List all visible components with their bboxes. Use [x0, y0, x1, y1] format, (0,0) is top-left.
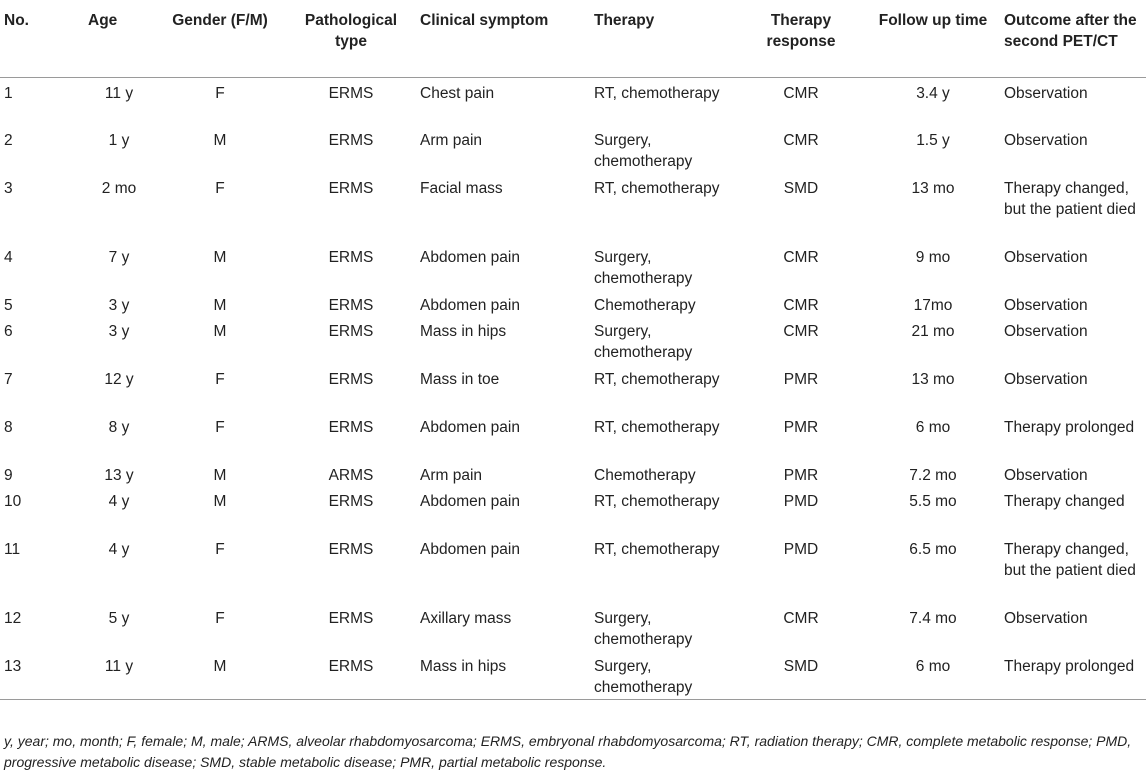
cell-therapy: Surgery, chemotherapy — [594, 132, 693, 170]
cell-outcome: Observation — [1004, 371, 1088, 388]
table-row — [0, 242, 1146, 290]
cell-age: 11 y — [104, 84, 134, 102]
cell-follow-up-time: 6 mo — [866, 651, 1000, 699]
cell-no: 5 — [4, 297, 13, 314]
table-row — [0, 486, 1146, 534]
cell-clinical-symptom: Abdomen pain — [420, 297, 520, 314]
cell-therapy: RT, chemotherapy — [594, 371, 720, 388]
cell-therapy-response: PMR — [783, 371, 819, 388]
header-therapy-response: Therapy response — [736, 0, 866, 77]
cell-pathological-type: ERMS — [328, 610, 374, 627]
table-row — [0, 651, 1146, 699]
cell-gender: M — [213, 297, 227, 314]
table-row — [0, 290, 1146, 316]
cell-age: 11 y — [84, 651, 154, 699]
table-footnote: y, year; mo, month; F, female; M, male; ARMS, alveolar rhabdomyosarcoma; ERMS, embryonal rhabdomyosarcoma; RT, radiation therapy; CMR, complete metabolic response; PMD, progressive metabolic disease; SMD, stable metabolic disease; PMR, partial metabolic response. — [4, 733, 1132, 770]
cell-age: 5 y — [108, 610, 130, 627]
header-gender: Gender (F/M) — [154, 0, 286, 77]
cell-clinical-symptom: Mass in hips — [420, 323, 507, 340]
cell-follow-up-time: 13 mo — [911, 180, 955, 197]
cell-age: 4 y — [108, 493, 130, 510]
cell-outcome: Therapy prolonged — [1004, 419, 1135, 436]
table-row — [0, 364, 1146, 412]
cell-outcome: Therapy changed, but the patient died — [1004, 541, 1136, 579]
cell-therapy: Surgery, chemotherapy — [594, 323, 693, 361]
cell-outcome: Observation — [1004, 84, 1088, 102]
cell-outcome: Therapy changed, but the patient died — [1004, 180, 1136, 218]
cell-clinical-symptom: Mass in toe — [420, 371, 500, 388]
cell-follow-up-time: 3.4 y — [916, 84, 950, 102]
cell-outcome: Observation — [1004, 132, 1088, 149]
cell-clinical-symptom: Mass in hips — [416, 651, 590, 699]
cell-therapy-response: CMR — [783, 610, 819, 627]
cell-follow-up-time: 9 mo — [915, 249, 951, 266]
cell-therapy: RT, chemotherapy — [594, 84, 720, 102]
cell-age: 12 y — [104, 371, 134, 388]
cell-no: 2 — [4, 132, 13, 149]
cell-therapy-response: PMR — [783, 419, 819, 436]
cell-no: 13 — [0, 651, 84, 699]
cell-clinical-symptom: Facial mass — [420, 180, 503, 197]
table-body — [0, 77, 1146, 699]
cell-gender: M — [213, 467, 227, 484]
cell-clinical-symptom: Chest pain — [420, 84, 495, 102]
cell-no: 12 — [4, 610, 22, 627]
cell-clinical-symptom: Abdomen pain — [420, 541, 520, 558]
cell-gender: F — [215, 541, 225, 558]
cell-gender: M — [213, 493, 227, 510]
cell-age: 8 y — [108, 419, 130, 436]
cell-therapy: Surgery, chemotherapy — [594, 610, 693, 648]
cell-gender: F — [215, 610, 225, 627]
cell-therapy: RT, chemotherapy — [594, 541, 720, 558]
cell-gender: F — [215, 371, 225, 388]
cell-pathological-type: ERMS — [328, 419, 374, 436]
cell-no: 7 — [4, 371, 13, 388]
header-clinical-symptom: Clinical symptom — [416, 0, 590, 77]
cell-therapy: RT, chemotherapy — [594, 419, 720, 436]
cell-therapy-response: CMR — [783, 297, 819, 314]
cell-therapy-response: SMD — [736, 651, 866, 699]
cell-follow-up-time: 5.5 mo — [909, 493, 957, 510]
header-pathological-type: Pathological type — [286, 0, 416, 77]
cell-follow-up-time: 7.2 mo — [909, 467, 957, 484]
cell-follow-up-time: 6.5 mo — [909, 541, 957, 558]
cell-gender: M — [213, 132, 227, 149]
cell-outcome: Observation — [1004, 467, 1088, 484]
cell-follow-up-time: 1.5 y — [916, 132, 950, 149]
cell-age: 1 y — [108, 132, 130, 149]
cell-gender: F — [215, 180, 225, 197]
cell-therapy-response: CMR — [783, 249, 819, 266]
cell-no: 3 — [4, 180, 13, 197]
cell-gender: M — [213, 249, 227, 266]
cell-follow-up-time: 6 mo — [915, 419, 951, 436]
header-therapy: Therapy — [590, 0, 736, 77]
cell-therapy: Chemotherapy — [594, 467, 696, 484]
cell-pathological-type: ERMS — [328, 493, 374, 510]
cell-pathological-type: ERMS — [328, 132, 374, 149]
table-row — [0, 125, 1146, 173]
cell-therapy: Chemotherapy — [594, 297, 696, 314]
cell-therapy-response: PMR — [783, 467, 819, 484]
cell-no: 11 — [4, 541, 21, 558]
table-row — [0, 534, 1146, 603]
header-no: No. — [0, 0, 84, 77]
header-row — [0, 0, 1146, 77]
cell-outcome: Observation — [1004, 610, 1088, 627]
cell-therapy-response: PMD — [783, 541, 819, 558]
cell-therapy: Surgery, chemotherapy — [590, 651, 736, 699]
cell-clinical-symptom: Abdomen pain — [420, 249, 520, 266]
cell-outcome: Observation — [1004, 297, 1088, 314]
cell-age: 13 y — [104, 467, 134, 484]
cell-therapy: RT, chemotherapy — [594, 493, 720, 510]
cell-therapy-response: PMD — [783, 493, 819, 510]
cell-pathological-type: ERMS — [328, 249, 374, 266]
cell-therapy: Surgery, chemotherapy — [594, 249, 693, 287]
table-row — [0, 316, 1146, 364]
cell-therapy: RT, chemotherapy — [594, 180, 720, 197]
cell-pathological-type: ERMS — [328, 323, 374, 340]
table-row — [0, 412, 1146, 460]
table-row — [0, 77, 1146, 125]
cell-pathological-type: ERMS — [328, 84, 374, 102]
cell-gender: F — [215, 84, 225, 102]
cell-pathological-type: ERMS — [328, 297, 374, 314]
cell-therapy-response: SMD — [783, 180, 819, 197]
cell-no: 9 — [4, 467, 13, 484]
cell-therapy-response: CMR — [783, 132, 819, 149]
cell-follow-up-time: 21 mo — [911, 323, 955, 340]
cell-age: 2 mo — [101, 180, 137, 197]
cell-follow-up-time: 17mo — [913, 297, 953, 314]
cell-clinical-symptom: Arm pain — [420, 467, 483, 484]
table-row — [0, 173, 1146, 242]
cell-follow-up-time: 7.4 mo — [909, 610, 957, 627]
cell-follow-up-time: 13 mo — [911, 371, 955, 388]
cell-clinical-symptom: Arm pain — [420, 132, 483, 149]
cell-therapy-response: CMR — [783, 323, 819, 340]
cell-outcome: Observation — [1004, 249, 1088, 266]
cell-outcome: Therapy changed — [1004, 493, 1125, 510]
cell-gender: M — [213, 323, 227, 340]
cell-age: 3 y — [108, 297, 130, 314]
table-row — [0, 603, 1146, 651]
cell-pathological-type: ERMS — [328, 180, 374, 197]
cell-outcome: Observation — [1004, 323, 1088, 340]
cell-age: 4 y — [108, 541, 130, 558]
header-outcome: Outcome after the second PET/CT — [1000, 0, 1146, 77]
cell-clinical-symptom: Abdomen pain — [420, 493, 520, 510]
header-follow-up-time: Follow up time — [866, 0, 1000, 77]
cell-pathological-type: ERMS — [328, 371, 374, 388]
cell-no: 1 — [4, 84, 13, 102]
header-age: Age — [84, 0, 154, 77]
table-row — [0, 460, 1146, 486]
cell-outcome: Therapy prolonged — [1000, 651, 1146, 699]
cell-pathological-type: ERMS — [286, 651, 416, 699]
cell-age: 7 y — [108, 249, 130, 266]
cell-age: 3 y — [108, 323, 130, 340]
cell-clinical-symptom: Axillary mass — [420, 610, 512, 627]
cell-pathological-type: ERMS — [328, 541, 374, 558]
cell-pathological-type: ARMS — [328, 467, 374, 484]
cell-therapy-response: CMR — [783, 84, 819, 102]
cell-gender: F — [215, 419, 225, 436]
cell-no: 8 — [4, 419, 13, 436]
cell-gender: M — [154, 651, 286, 699]
cell-no: 6 — [4, 323, 13, 340]
cell-no: 10 — [4, 493, 22, 510]
cell-no: 4 — [4, 249, 13, 266]
cell-clinical-symptom: Abdomen pain — [420, 419, 520, 436]
